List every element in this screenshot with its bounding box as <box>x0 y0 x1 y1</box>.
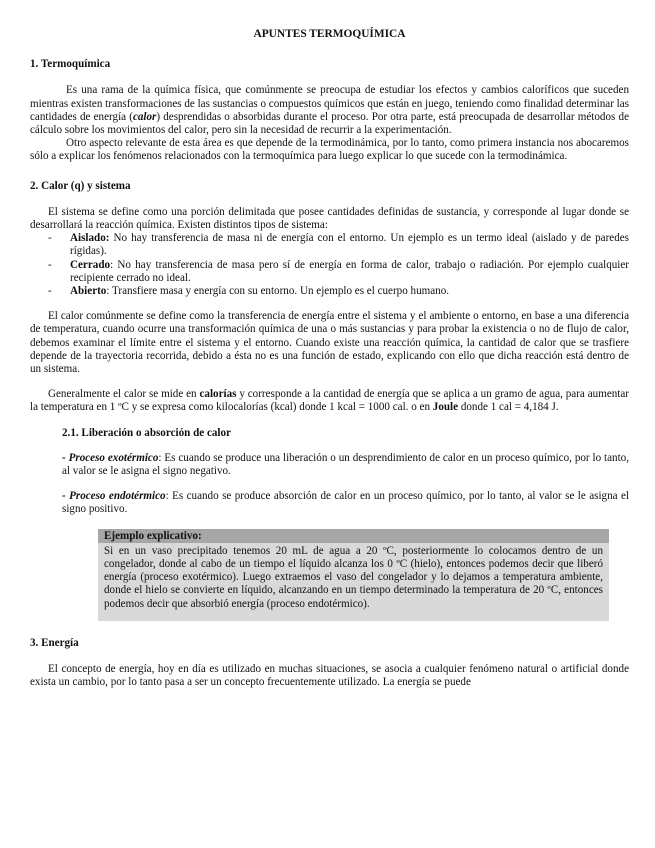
system-term: Abierto <box>70 285 107 298</box>
text-run: Es una rama de la química física, que comúnmente se preocupa de estudiar los efectos y cambios caloríficos que suceden mientras existen transformaciones de las sustancias o compuestos químicos que están en juego, teniendo como finalidad determinar las cantidades de energía ( <box>30 84 629 123</box>
section-heading-termoquimica: 1. Termoquímica <box>30 58 111 71</box>
system-term: Aislado: <box>70 232 110 245</box>
system-text: : No hay transferencia de masa pero sí de energía en forma de calor, trabajo o radiación. Por ejemplo cualquier recipiente cerrado no ideal. <box>70 258 629 284</box>
system-term: Cerrado <box>70 258 111 271</box>
example-title: Ejemplo explicativo: <box>98 529 609 543</box>
paragraph-exotermico <box>62 452 629 478</box>
term-exotermico: - Proceso exotérmico <box>62 451 159 464</box>
paragraph-endotermico <box>62 490 629 516</box>
term-calorias: calorías <box>199 388 237 401</box>
text-run: ) desprendidas o absorbidas durante el proceso. Por otra parte, está preocupada de desarrollar métodos de cálculo sobre los movimientos del calor, pero sin la necesidad de recurrir a la experimentación. <box>30 110 629 137</box>
system-types-list <box>30 232 629 298</box>
paragraph-termoquimica-2: Otro aspecto relevante de esta área es que depende de la termodinámica, por lo tanto, como primera instancia nos abocaremos sólo a explicar los fenómenos relacionados con la termoquímica para luego explicar lo que sucede con la termodinámica. <box>30 137 629 163</box>
example-box <box>98 529 609 621</box>
paragraph-calor-definicion: El calor comúnmente se define como la transferencia de energía entre el sistema y el ambiente o entorno, en base a una diferencia de temperatura, cuando ocurre una transformación química de una o más sustancias y para probar la existencia o no de flujo de calor, debemos examinar el límite entre el sistema y el entorno. Cuando existe una reacción química, la cantidad de calor que se trasfiere depende de la trayectoria recorrida, debido a ésta no es una función de estado, explicando con ello que dicha reacción está dentro de un sistema. <box>30 310 629 376</box>
paragraph-energia: El concepto de energía, hoy en día es utilizado en muchas situaciones, se asocia a cualquier fenómeno natural o artificial donde exista un cambio, por lo tanto pasa a ser un concepto frecuentemente utilizado. La energía se puede <box>30 662 629 689</box>
section-heading-calor-sistema: 2. Calor (q) y sistema <box>30 179 131 192</box>
text-run: y corresponde a la cantidad de energía que se aplica a un gramo de agua, para aumentar la temperatura en 1 ºC y se expresa como kilocalorías (kcal) donde 1 kcal = 1000 cal. o en <box>30 388 629 414</box>
system-text: : Transfiere masa y energía con su entorno. Un ejemplo es el cuerpo humano. <box>106 285 450 298</box>
subsection-heading-liberacion: 2.1. Liberación o absorción de calor <box>62 426 231 439</box>
term-joule: Joule <box>432 401 459 414</box>
paragraph-calor-unidades <box>30 388 629 414</box>
list-item <box>48 232 629 258</box>
example-text: Si en un vaso precipitado tenemos 20 mL de agua a 20 ºC, posteriormente lo colocamos dentro de un congelador, donde al cabo de un tiempo el líquido alcanza los 0 ºC (hielo), entonces podemos decir que liberó energía (proceso exotérmico). Luego extraemos el vaso del congelador y lo dejamos a temperatura ambiente, donde el hielo se convierte en líquido, alcanzando en un tiempo determinado la temperatura de 20 ºC, entonces podemos decir que absorbió energía (proceso endotérmico). <box>104 544 603 610</box>
list-item <box>48 285 629 298</box>
text-run: donde 1 cal = 4,184 J. <box>458 401 559 414</box>
paragraph-termoquimica-1 <box>30 84 629 137</box>
system-text: No hay transferencia de masa ni de energía con el entorno. Un ejemplo es un termo ideal (aislado y de paredes rígidas). <box>70 232 629 258</box>
document-title: APUNTES TERMOQUÍMICA <box>253 28 406 40</box>
term-endotermico: - Proceso endotérmico <box>62 490 166 503</box>
paragraph-sistema-definicion: El sistema se define como una porción delimitada que posee cantidades definidas de sustancia, y corresponde al lugar donde se desarrollará la reacción química. Existen distintos tipos de sistema: <box>30 205 629 232</box>
text-run: Generalmente el calor se mide en <box>48 388 200 401</box>
text-run: : Es cuando se produce absorción de calor en un proceso químico, por lo tanto, al valor se le asigna el signo positivo. <box>62 490 629 516</box>
section-heading-energia: 3. Energía <box>30 636 79 649</box>
emphasis-calor: calor <box>132 110 157 123</box>
text-run: : Es cuando se produce una liberación o un desprendimiento de calor en un proceso químico, por lo tanto, al valor se le asigna el signo negativo. <box>62 451 629 478</box>
list-item <box>48 259 629 285</box>
